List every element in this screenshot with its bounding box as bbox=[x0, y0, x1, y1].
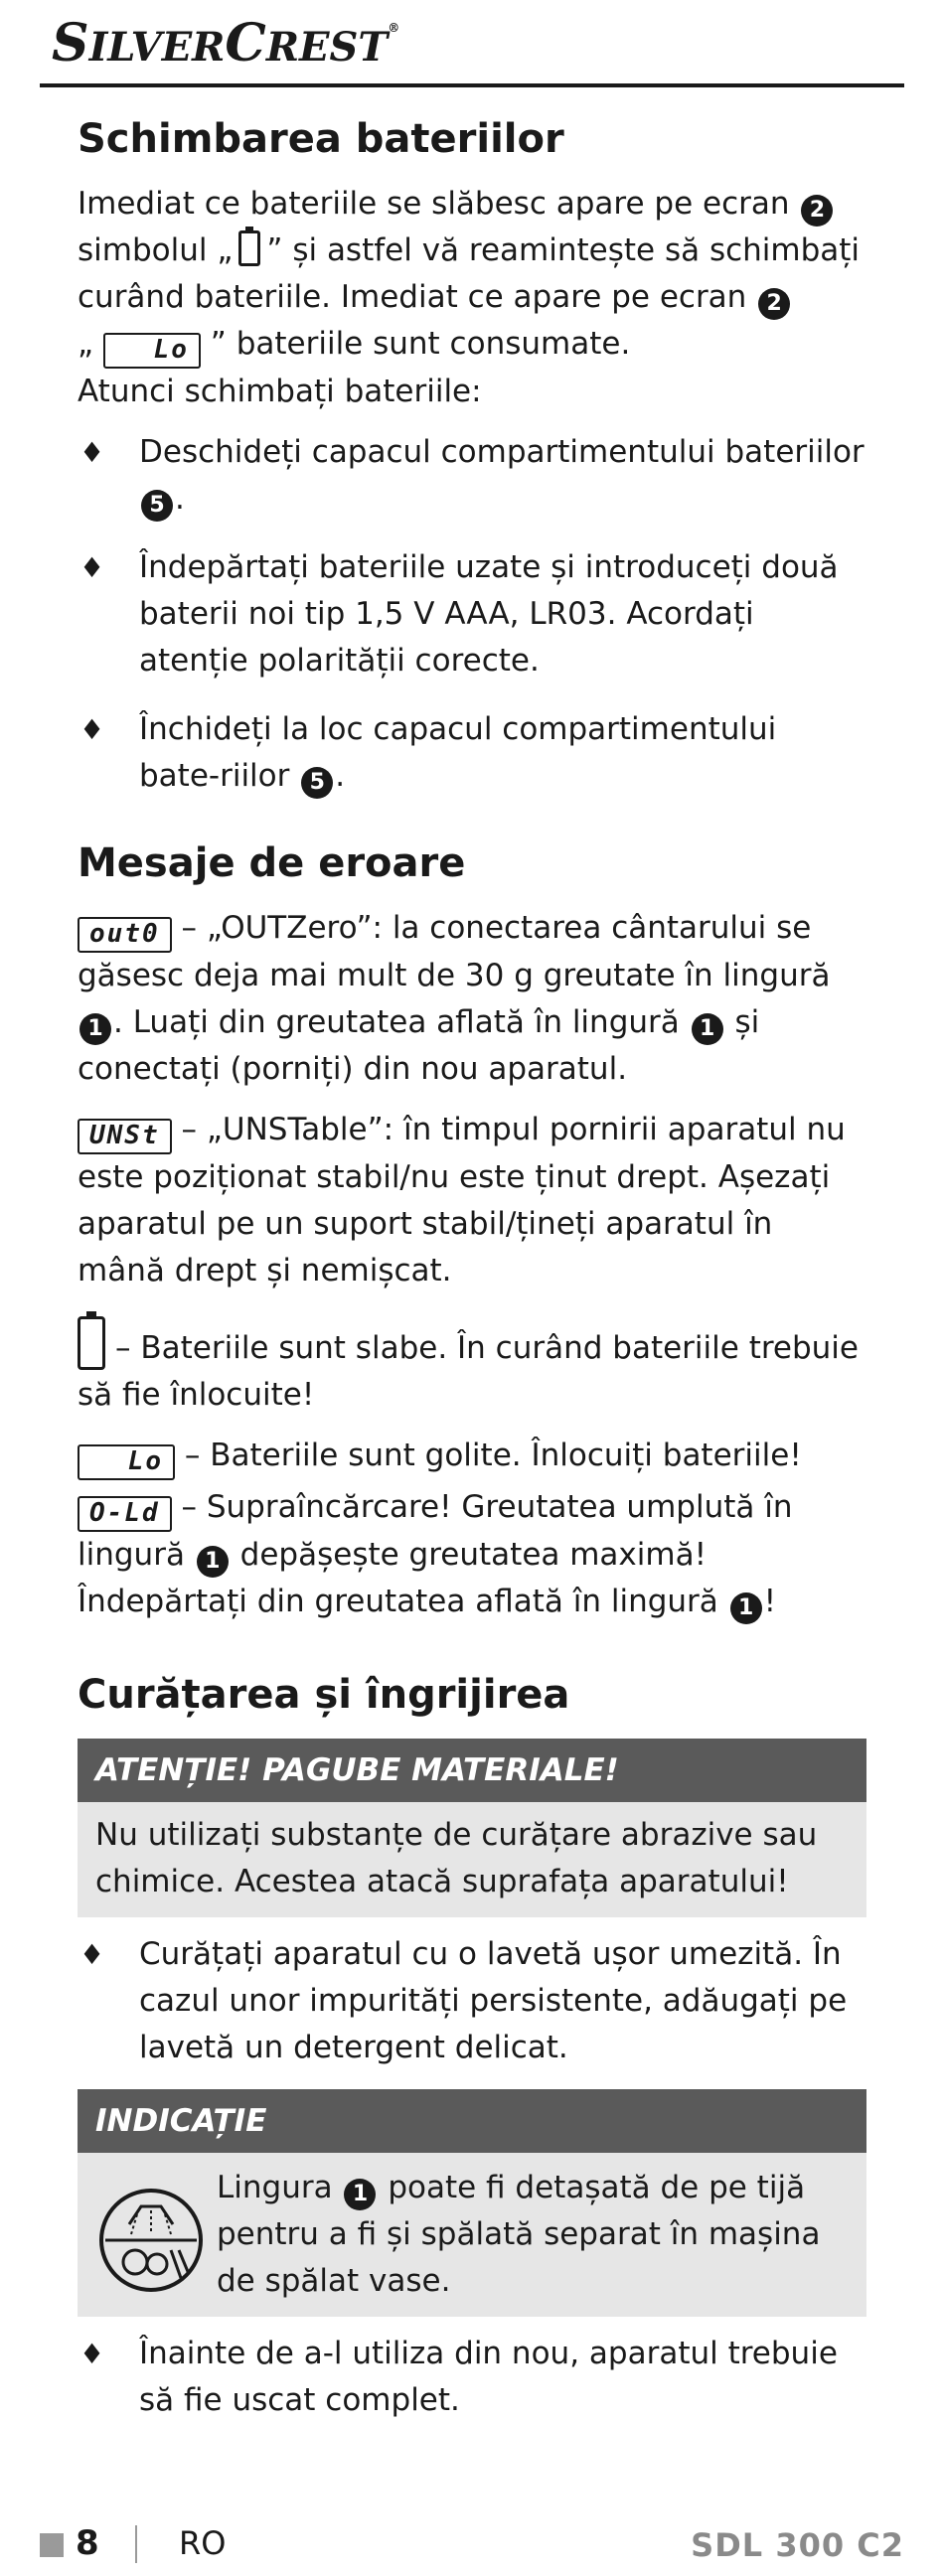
ref-number-5: 5 bbox=[301, 767, 333, 799]
ref-number-1: 1 bbox=[730, 1592, 762, 1624]
brand-logo: SILVERCREST® bbox=[52, 13, 400, 74]
note-box bbox=[78, 2089, 866, 2317]
diamond-bullet-icon: ♦ bbox=[79, 551, 105, 584]
lcd-outzero-symbol: out0 bbox=[78, 917, 172, 953]
section-title-errors: Mesaje de eroare bbox=[78, 840, 466, 886]
care-steps-list bbox=[78, 1931, 866, 2071]
section-title-batteries: Schimbarea bateriilor bbox=[78, 116, 564, 162]
final-steps-list bbox=[78, 2331, 866, 2424]
error-battery-low: – Bateriile sunt slabe. În curând bateriile trebuie să fie înlocuite! bbox=[78, 1316, 866, 1419]
ref-number-2: 2 bbox=[758, 288, 790, 320]
ref-number-1: 1 bbox=[197, 1546, 229, 1578]
ref-number-1: 1 bbox=[692, 1013, 723, 1045]
note-text: Lingura 1 poate fi detașată de pe tijă pentru a fi și spălată separat în mașina de spălat vase. bbox=[217, 2170, 821, 2299]
lcd-overload-symbol: O-Ld bbox=[78, 1496, 172, 1532]
language-code: RO bbox=[179, 2524, 227, 2562]
header-divider bbox=[40, 83, 904, 87]
page-marker-icon bbox=[40, 2533, 64, 2557]
list-item: ♦ Închideți la loc capacul compartimentului bate-riilor 5 . bbox=[78, 706, 866, 800]
main-content bbox=[78, 109, 866, 2424]
battery-steps-list bbox=[78, 429, 866, 800]
diamond-bullet-icon: ♦ bbox=[79, 1938, 105, 1971]
model-number: SDL 300 C2 bbox=[691, 2526, 904, 2564]
list-item: ♦ Înainte de a-l utiliza din nou, aparatul trebuie să fie uscat complet. bbox=[78, 2331, 866, 2424]
page-number: 8 bbox=[76, 2523, 99, 2563]
batteries-intro: Imediat ce bateriile se slăbesc apare pe ecran 2 simbolul „ ” și astfel vă reamintește să schimbați curând bateriile. Imediat ce apare pe ecran 2 „ Lo ” bateriile sunt consumate. Atunci schimbați bateriile: bbox=[78, 186, 861, 409]
diamond-bullet-icon: ♦ bbox=[79, 2338, 105, 2370]
lcd-unstable-symbol: UNSt bbox=[78, 1119, 172, 1154]
ref-number-2: 2 bbox=[801, 195, 833, 227]
warning-title: ATENȚIE! PAGUBE MATERIALE! bbox=[78, 1739, 866, 1802]
battery-icon bbox=[78, 1316, 105, 1370]
page-footer bbox=[40, 2523, 904, 2563]
warning-box bbox=[78, 1739, 866, 1917]
diamond-bullet-icon: ♦ bbox=[79, 713, 105, 746]
error-overload: O-Ld – Supraîncărcare! Greutatea umplută în lingură 1 depășește greutatea maximă! Îndepărtați din greutatea aflată în lingură 1 ! bbox=[78, 1484, 866, 1625]
ref-number-1: 1 bbox=[344, 2179, 376, 2210]
note-body bbox=[78, 2153, 866, 2317]
section-title-care: Curățarea și îngrijirea bbox=[78, 1672, 570, 1718]
list-item: ♦ Deschideți capacul compartimentului bateriilor 5 . bbox=[78, 429, 866, 523]
list-item: ♦ Curățați aparatul cu o lavetă ușor umezită. În cazul unor impurități persistente, adăugați pe lavetă un detergent delicat. bbox=[78, 1931, 866, 2071]
ref-number-1: 1 bbox=[79, 1013, 111, 1045]
footer-divider bbox=[135, 2525, 137, 2563]
note-title: INDICAȚIE bbox=[78, 2089, 866, 2153]
lcd-lo-symbol: Lo bbox=[78, 1444, 175, 1480]
warning-text: Nu utilizați substanțe de curățare abrazive sau chimice. Acestea atacă suprafața aparatului! bbox=[78, 1802, 866, 1917]
dishwasher-icon bbox=[95, 2185, 207, 2296]
error-unstable: UNSt – „UNSTable”: în timpul pornirii aparatul nu este poziționat stabil/nu este ținut drept. Așezați aparatul pe un suport stabil/țineți aparatul în mână drept și nemișcat. bbox=[78, 1112, 846, 1288]
battery-icon bbox=[238, 230, 260, 266]
error-battery-empty: Lo – Bateriile sunt golite. Înlocuiți bateriile! bbox=[78, 1433, 866, 1480]
list-item: ♦ Îndepărtați bateriile uzate și introduceți două baterii noi tip 1,5 V AAA, LR03. Acordați atenție polarității corecte. bbox=[78, 544, 866, 684]
lcd-lo-symbol: Lo bbox=[103, 333, 201, 369]
error-outzero: out0 – „OUTZero”: la conectarea cântarului se găsesc deja mai mult de 30 g greutate în lingură 1 . Luați din greutatea aflată în lingură 1 și conectați (porniți) din nou aparatul. bbox=[78, 910, 831, 1087]
diamond-bullet-icon: ♦ bbox=[79, 436, 105, 469]
ref-number-5: 5 bbox=[141, 490, 173, 522]
